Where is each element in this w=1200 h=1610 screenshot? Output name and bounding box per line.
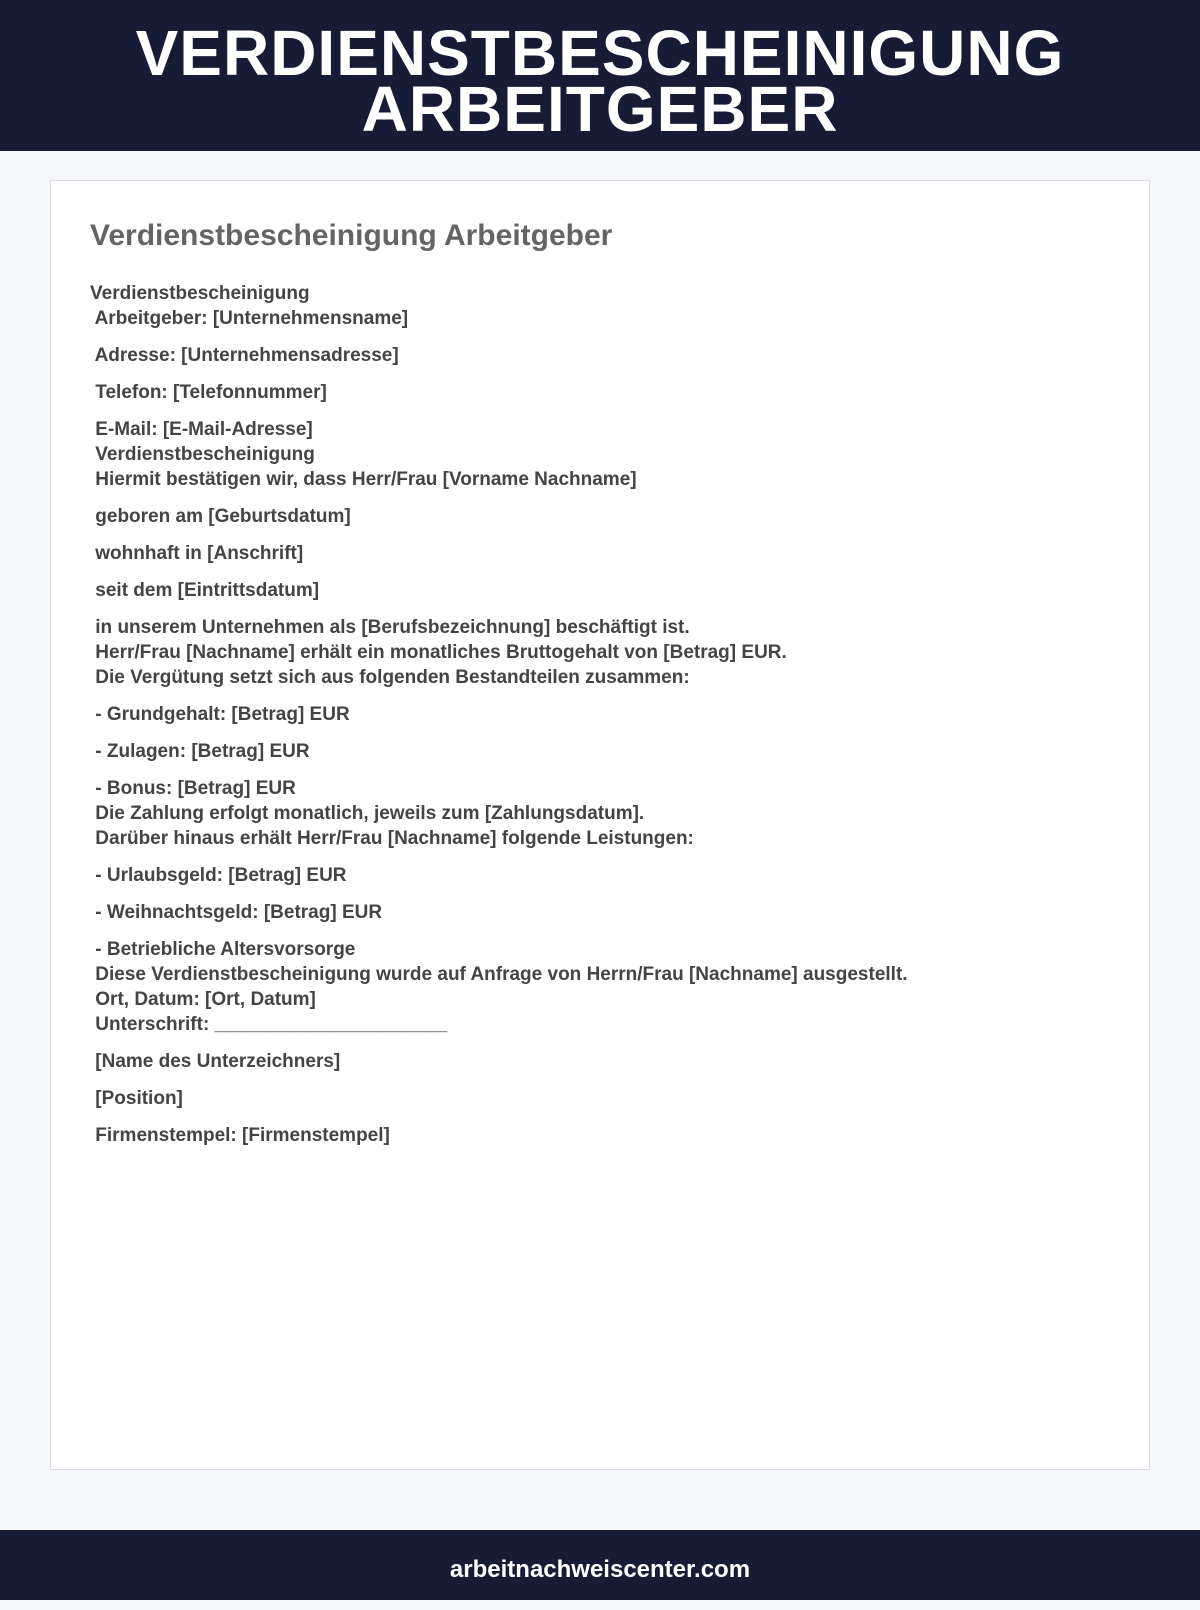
doc-line: Verdienstbescheinigung xyxy=(90,444,315,465)
doc-line: wohnhaft in [Anschrift] xyxy=(90,543,304,564)
page-header xyxy=(0,0,1200,151)
doc-line: Telefon: [Telefonnummer] xyxy=(90,382,327,403)
document-card xyxy=(50,180,1150,1470)
doc-line: Diese Verdienstbescheinigung wurde auf Anfrage von Herrn/Frau [Nachname] ausgestellt. xyxy=(90,964,908,985)
doc-line: Arbeitgeber: [Unternehmensname] xyxy=(90,308,409,329)
doc-line: geboren am [Geburtsdatum] xyxy=(90,506,351,527)
document-title: Verdienstbescheinigung Arbeitgeber xyxy=(90,219,613,252)
doc-line: Adresse: [Unternehmensadresse] xyxy=(90,345,399,366)
doc-line: Die Vergütung setzt sich aus folgenden Bestandteilen zusammen: xyxy=(90,667,690,688)
header-title-line-1: VERDIENSTBESCHEINIGUNG xyxy=(135,17,1065,89)
doc-line: - Zulagen: [Betrag] EUR xyxy=(90,741,310,762)
doc-line: - Betriebliche Altersvorsorge xyxy=(90,939,356,960)
doc-line: Ort, Datum: [Ort, Datum] xyxy=(90,989,316,1010)
document-body xyxy=(90,281,1090,1148)
page-footer xyxy=(0,1530,1200,1600)
doc-line: - Weihnachtsgeld: [Betrag] EUR xyxy=(90,902,383,923)
doc-line: Die Zahlung erfolgt monatlich, jeweils zum [Zahlungsdatum]. xyxy=(90,803,645,824)
footer-site-name: arbeitnachweiscenter.com xyxy=(449,1556,751,1583)
doc-line: E-Mail: [E-Mail-Adresse] xyxy=(90,419,313,440)
doc-line: Darüber hinaus erhält Herr/Frau [Nachname] folgende Leistungen: xyxy=(90,828,694,849)
doc-line: Verdienstbescheinigung xyxy=(90,283,310,304)
doc-line: Firmenstempel: [Firmenstempel] xyxy=(90,1125,390,1146)
signature-line: Unterschrift: ______________________ xyxy=(90,1014,448,1035)
doc-line: Herr/Frau [Nachname] erhält ein monatliches Bruttogehalt von [Betrag] EUR. xyxy=(90,642,787,663)
doc-line: - Bonus: [Betrag] EUR xyxy=(90,778,296,799)
doc-line: [Position] xyxy=(90,1088,183,1109)
doc-line: [Name des Unterzeichners] xyxy=(90,1051,341,1072)
doc-line: Hiermit bestätigen wir, dass Herr/Frau [Vorname Nachname] xyxy=(90,469,637,490)
doc-line: in unserem Unternehmen als [Berufsbezeichnung] beschäftigt ist. xyxy=(90,617,690,638)
doc-line: - Urlaubsgeld: [Betrag] EUR xyxy=(90,865,347,886)
doc-line: - Grundgehalt: [Betrag] EUR xyxy=(90,704,350,725)
doc-line: seit dem [Eintrittsdatum] xyxy=(90,580,320,601)
header-title-line-2: ARBEITGEBER xyxy=(361,73,839,145)
